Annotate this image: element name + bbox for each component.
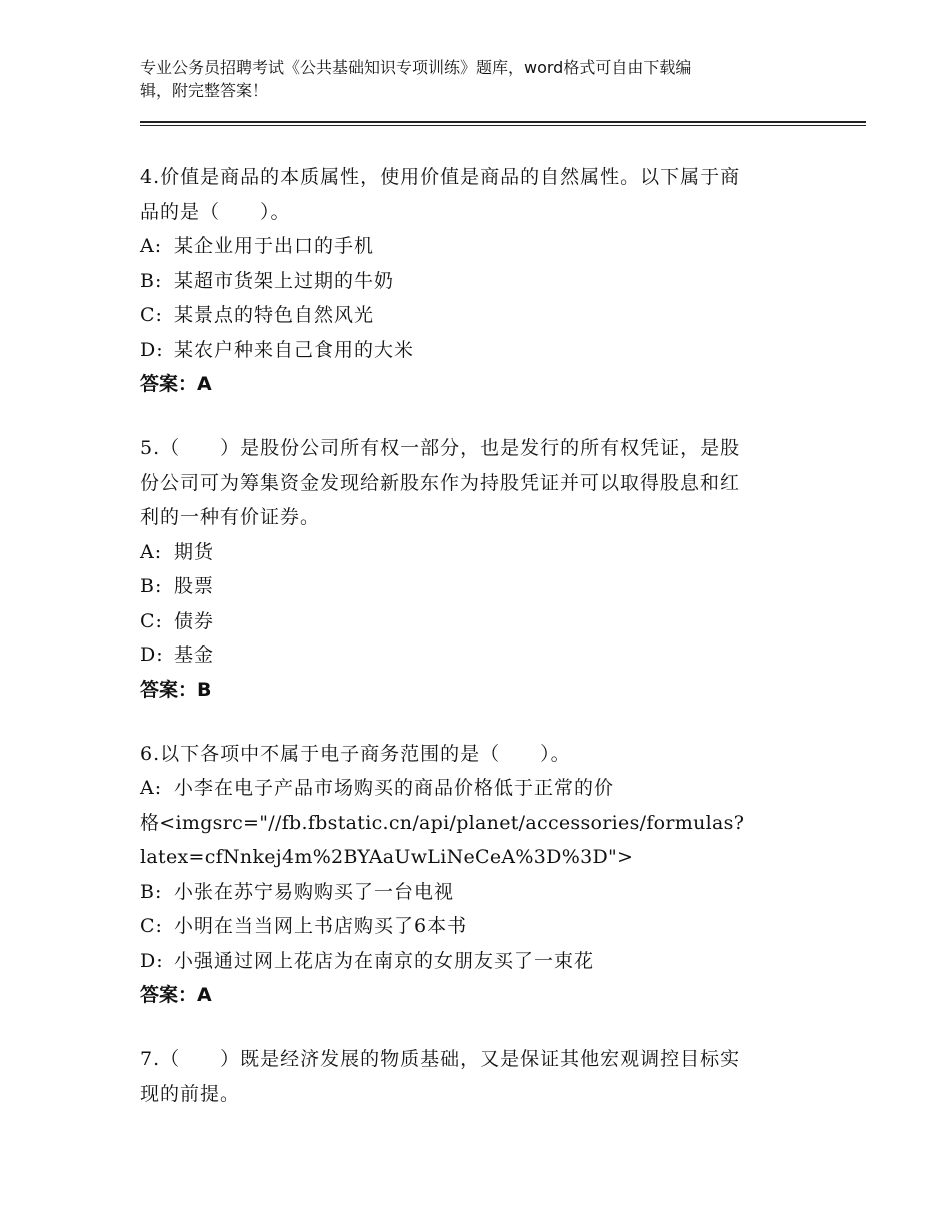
option-a <box>140 229 810 264</box>
option-c <box>140 298 810 333</box>
stem-line: 现的前提。 <box>140 1082 241 1105</box>
option-text: 债券 <box>174 609 215 632</box>
option-text: 某超市货架上过期的牛奶 <box>174 269 395 292</box>
option-d <box>140 638 810 673</box>
stem-line: 6.以下各项中不属于电子商务范围的是（ ）。 <box>140 742 571 765</box>
option-c <box>140 604 810 639</box>
option-a-continuation: latex=cfNnkej4m%2BYAaUwLiNeCeA%3D%3D"> <box>140 846 634 868</box>
option-letter: C: <box>140 915 163 937</box>
header-divider-thin <box>140 125 866 126</box>
stem-line: 品的是（ ）。 <box>140 200 291 223</box>
header-divider-thick <box>140 121 866 123</box>
option-d <box>140 944 810 979</box>
option-text: 基金 <box>174 644 215 666</box>
answer-label: 答案：A <box>140 373 212 395</box>
question-5 <box>140 431 810 707</box>
option-d <box>140 333 810 368</box>
option-text: 股票 <box>174 575 215 597</box>
option-text: 某企业用于出口的手机 <box>174 235 375 257</box>
question-list <box>140 160 810 1141</box>
option-b <box>140 264 810 299</box>
stem-line: 份公司可为筹集资金发现给新股东作为持股凭证并可以取得股息和红 <box>140 471 741 494</box>
answer-label: 答案：A <box>140 984 212 1006</box>
option-text: 某农户种来自己食用的大米 <box>174 338 415 361</box>
question-7 <box>140 1042 810 1111</box>
option-letter: A: <box>140 777 163 799</box>
option-text: 小李在电子产品市场购买的商品价格低于正常的价 <box>174 777 615 799</box>
option-b <box>140 569 810 604</box>
option-letter: B: <box>140 575 163 597</box>
stem-line: 4.价值是商品的本质属性，使用价值是商品的自然属性。以下属于商 <box>140 166 741 188</box>
option-letter: C: <box>140 304 163 326</box>
header-line-2: 辑，附完整答案！ <box>140 81 269 100</box>
header-line-1: 专业公务员招聘考试《公共基础知识专项训练》题库，word格式可自由下载编 <box>140 58 692 77</box>
option-text: 小强通过网上花店为在南京的女朋友买了一束花 <box>174 949 595 972</box>
option-c <box>140 909 810 944</box>
option-text: 某景点的特色自然风光 <box>174 304 375 326</box>
option-text: 小张在苏宁易购购买了一台电视 <box>174 880 455 903</box>
option-letter: A: <box>140 540 163 563</box>
question-stem <box>140 1042 810 1111</box>
question-6 <box>140 737 810 1013</box>
option-b <box>140 875 810 910</box>
option-text: 期货 <box>174 540 215 563</box>
stem-line: 5.（ ）是股份公司所有权一部分，也是发行的所有权凭证，是股 <box>140 437 741 459</box>
question-4 <box>140 160 810 401</box>
question-stem <box>140 737 810 772</box>
question-stem <box>140 160 810 229</box>
answer-label: 答案：B <box>140 678 212 701</box>
stem-line: 7.（ ）既是经济发展的物质基础，又是保证其他宏观调控目标实 <box>140 1048 741 1070</box>
option-letter: D: <box>140 949 164 972</box>
option-a <box>140 771 810 806</box>
stem-line: 利的一种有价证券。 <box>140 506 321 528</box>
option-letter: A: <box>140 235 163 257</box>
option-a-continuation: 格<imgsrc="//fb.fbstatic.cn/api/planet/accessories/formulas? <box>140 811 745 834</box>
option-letter: B: <box>140 880 163 903</box>
question-stem <box>140 431 810 535</box>
option-letter: D: <box>140 644 164 666</box>
option-text: 小明在当当网上书店购买了6本书 <box>174 915 468 937</box>
document-header <box>140 56 790 102</box>
option-a <box>140 535 810 570</box>
option-letter: D: <box>140 338 164 361</box>
option-letter: B: <box>140 269 163 292</box>
option-letter: C: <box>140 609 163 632</box>
